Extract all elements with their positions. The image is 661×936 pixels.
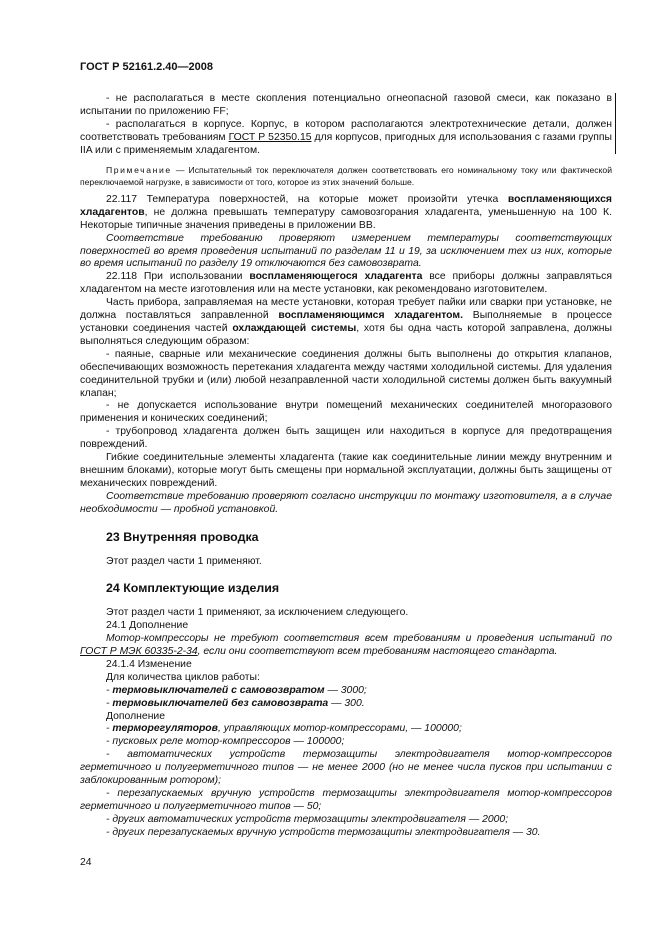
term: термовыключателей с самовозвратом bbox=[112, 684, 325, 696]
paragraph bbox=[80, 119, 612, 158]
standard-reference: ГОСТ Р 52350.15 bbox=[228, 131, 312, 143]
paragraph bbox=[80, 297, 612, 349]
paragraph bbox=[80, 633, 612, 659]
clause-22-118 bbox=[80, 271, 612, 297]
note-text: — Испытательный ток переключателя должен соответствовать его номинальному току или фактической переключаемой нагрузке, в зависимости от того, которое из этих значений больше. bbox=[80, 164, 612, 187]
text: , если они соответствуют всем требованиям настоящего стандарта. bbox=[197, 646, 558, 658]
note-label: Примечание bbox=[106, 164, 172, 175]
list-item: - других перезапускаемых вручную устройств термозащиты электродвигателя — 30. bbox=[106, 826, 541, 838]
compliance-text: Соответствие требованию проверяют измерением температуры соответствующих поверхностей во время проведения испытаний по разделам 11 и 19, за исключением тех из них, которые во время испытаний по разделу 19 отключаются без самовозврата. bbox=[80, 232, 612, 270]
term: воспламеняющихся хладагентов bbox=[80, 193, 612, 218]
term: терморегуляторов bbox=[112, 723, 218, 735]
clause-label: Дополнение bbox=[106, 710, 166, 722]
text: все приборы должны заправляться хладагентом на месте изготовления или на месте установки, как рекомендовано изготовителем. bbox=[80, 271, 612, 296]
text: , не должна превышать температуру самовозгорания хладагента, уменьшенную на 100 К. Некоторые типичные значения приведены в приложении ВВ. bbox=[80, 206, 612, 231]
page-number: 24 bbox=[80, 857, 92, 868]
section-24-heading: 24 Комплектующие изделия bbox=[106, 581, 280, 596]
page-body bbox=[80, 93, 612, 840]
text: , управляющих мотор-компрессорами, — 100000; bbox=[217, 723, 462, 735]
text: 22.118 При использовании bbox=[106, 271, 250, 283]
text: Выполняемые в процессе установки соединения частей bbox=[80, 310, 612, 334]
text: — 3000; bbox=[324, 684, 367, 696]
list-item: - перезапускаемых вручную устройств термозащиты электродвигателя мотор-компрессоров герметичного и полугерметичного типов — 50; bbox=[80, 788, 612, 812]
term: воспламеняющегося хладагента bbox=[249, 271, 423, 283]
dash: - bbox=[106, 697, 113, 709]
compliance-text: Соответствие требованию проверяют согласно инструкции по монтажу изготовителя, а в случае необходимости — пробной установкой. bbox=[80, 490, 612, 515]
term: воспламеняющимся хладагентом. bbox=[278, 310, 463, 322]
standard-reference: ГОСТ Р МЭК 60335-2-34 bbox=[80, 646, 198, 658]
clause-label: 24.1 Дополнение bbox=[106, 620, 189, 632]
paragraph: Гибкие соединительные элементы хладагента (такие как соединительные линии между внутренним и внешним блоками), которые могут быть смещены при нормальной эксплуатации, должны быть защищены от механических повреждений. bbox=[80, 452, 612, 489]
paragraph: Для количества циклов работы: bbox=[106, 671, 260, 683]
list-item bbox=[80, 723, 612, 736]
dash: - bbox=[106, 723, 113, 735]
section-24-text: Этот раздел части 1 применяют, за исключением следующего. bbox=[106, 607, 409, 619]
list-item bbox=[80, 698, 612, 711]
term: охлаждающей системы bbox=[232, 323, 357, 334]
text: , хотя бы одна часть которой заправлена, должны выполняться следующим образом: bbox=[80, 323, 612, 347]
text: - располагаться в корпусе. Корпус, в котором располагаются электротехнические детали, должен соответствовать требованиям bbox=[80, 118, 612, 143]
clause-label: 24.1.4 Изменение bbox=[106, 658, 192, 670]
standard-header: ГОСТ Р 52161.2.40—2008 bbox=[80, 61, 214, 73]
clause-22-117 bbox=[80, 194, 612, 233]
section-23-text: Этот раздел части 1 применяют. bbox=[106, 555, 262, 567]
list-item bbox=[80, 685, 612, 698]
list-item: - не допускается использование внутри помещений механических соединителей многоразового применения и конических соединений; bbox=[80, 400, 612, 425]
paragraph: - не располагаться в месте скопления потенциально огнеопасной газовой смеси, как показано в испытании по приложению FF; bbox=[80, 93, 612, 117]
text: Мотор-компрессоры не требуют соответствия всем требованиям и проведения испытаний по bbox=[106, 633, 612, 645]
text: 22.117 Температура поверхностей, на которые может произойти утечка bbox=[106, 193, 508, 205]
list-item: - других автоматических устройств термозащиты электродвигателя — 2000; bbox=[106, 813, 509, 825]
term: термовыключателей без самовозврата bbox=[112, 697, 329, 709]
list-item: - трубопровод хладагента должен быть защищен или находиться в корпусе для предотвращения повреждений. bbox=[80, 426, 612, 451]
list-item: - автоматических устройств термозащиты электродвигателя мотор-компрессоров герметичного и полугерметичного типов — не менее 2000 (но не менее числа пусков при испытании с заблокированным ротором); bbox=[80, 749, 612, 787]
text: Часть прибора, заправляемая на месте установки, которая требует пайки или сварки при установке, не должна поставляться заправленной bbox=[80, 297, 612, 322]
text: — 300. bbox=[328, 697, 365, 709]
text: для корпусов, пригодных для использования с газами группы IIA или с применяемым хладагентом. bbox=[80, 131, 612, 156]
list-item: - паяные, сварные или механические соединения должны быть выполнены до открытия клапанов, обеспечивающих возможность перетекания хладагента между частями холодильной системы. Для удаления соединительной трубки и (или) любой незаправленной части холодильной системы должен быть вакуумный клапан; bbox=[80, 348, 612, 399]
note bbox=[80, 164, 612, 188]
change-bar bbox=[615, 93, 616, 154]
list-item: - пусковых реле мотор-компрессоров — 100000; bbox=[106, 736, 345, 748]
section-23-heading: 23 Внутренняя проводка bbox=[106, 529, 259, 544]
dash: - bbox=[106, 684, 113, 696]
